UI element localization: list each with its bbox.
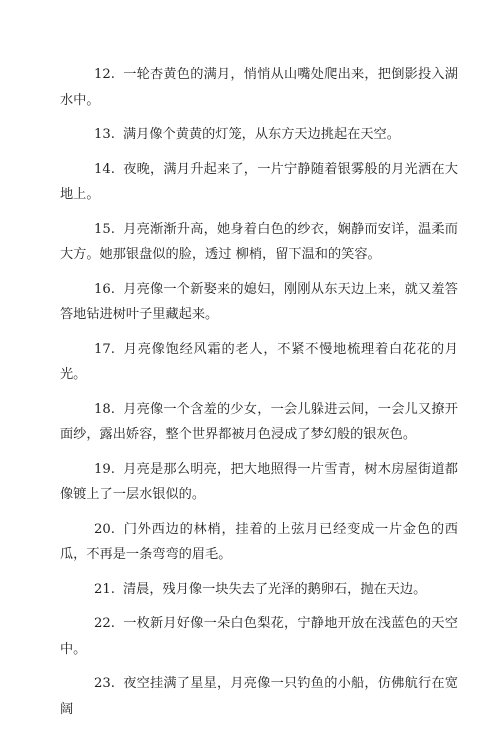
paragraph-text: 门外西边的林梢，挂着的上弦月已经变成一片金色的西瓜，不再是一条弯弯的眉毛。 <box>60 521 458 562</box>
paragraph-number: 18. <box>94 401 115 417</box>
paragraph-22 <box>60 611 458 662</box>
paragraph-text: 满月像个黄黄的灯笼，从东方天边挑起在天空。 <box>122 127 400 142</box>
paragraph-text: 月亮像一个含羞的少女，一会儿躲进云间，一会儿又撩开面纱，露出娇容，整个世界都被月色浸成了梦幻般的银灰色。 <box>60 401 458 442</box>
paragraph-text: 夜空挂满了星星，月亮像一只钓鱼的小船，仿佛航行在宽阔 <box>60 676 458 717</box>
paragraph-21 <box>60 577 458 603</box>
paragraph-13 <box>60 122 458 148</box>
paragraph-number: 15. <box>94 221 115 237</box>
paragraph-number: 16. <box>94 281 115 297</box>
paragraph-23 <box>60 671 458 722</box>
paragraph-text: 一枚新月好像一朵白色梨花，宁静地开放在浅蓝色的天空中。 <box>60 616 458 657</box>
paragraph-text: 夜晚，满月升起来了，一片宁静随着银雾般的月光洒在大地上。 <box>60 161 458 202</box>
paragraph-text: 月亮像饱经风霜的老人，不紧不慢地梳理着白花花的月光。 <box>60 341 458 382</box>
paragraph-number: 23. <box>94 676 115 691</box>
paragraph-number: 22. <box>94 616 115 631</box>
paragraph-19 <box>60 457 458 508</box>
paragraph-text: 月亮像一个新娶来的媳妇，刚刚从东天边上来，就又羞答答地钻进树叶子里藏起来。 <box>60 281 458 322</box>
paragraph-15 <box>60 217 458 268</box>
paragraph-text: 月亮渐渐升高，她身着白色的纱衣，娴静而安详，温柔而大方。她那银盘似的脸，透过 柳梢，留下温和的笑容。 <box>60 221 458 262</box>
paragraph-number: 13. <box>94 127 115 142</box>
paragraph-14 <box>60 157 458 208</box>
paragraph-number: 12. <box>94 67 115 82</box>
paragraph-16 <box>60 277 458 328</box>
paragraph-number: 17. <box>94 341 115 357</box>
document-body <box>60 62 458 731</box>
paragraph-number: 20. <box>94 521 115 537</box>
paragraph-text: 清晨，残月像一块失去了光泽的鹅卵石，抛在天边。 <box>122 581 427 597</box>
paragraph-12 <box>60 62 458 113</box>
paragraph-17 <box>60 337 458 388</box>
paragraph-number: 14. <box>94 161 115 177</box>
paragraph-18 <box>60 397 458 448</box>
paragraph-text: 一轮杏黄色的满月，悄悄从山嘴处爬出来，把倒影投入湖水中。 <box>60 67 458 108</box>
paragraph-text: 月亮是那么明亮，把大地照得一片雪青，树木房屋街道都像镀上了一层水银似的。 <box>60 461 458 502</box>
paragraph-20 <box>60 517 458 568</box>
paragraph-number: 21. <box>94 581 115 597</box>
paragraph-number: 19. <box>94 461 115 477</box>
